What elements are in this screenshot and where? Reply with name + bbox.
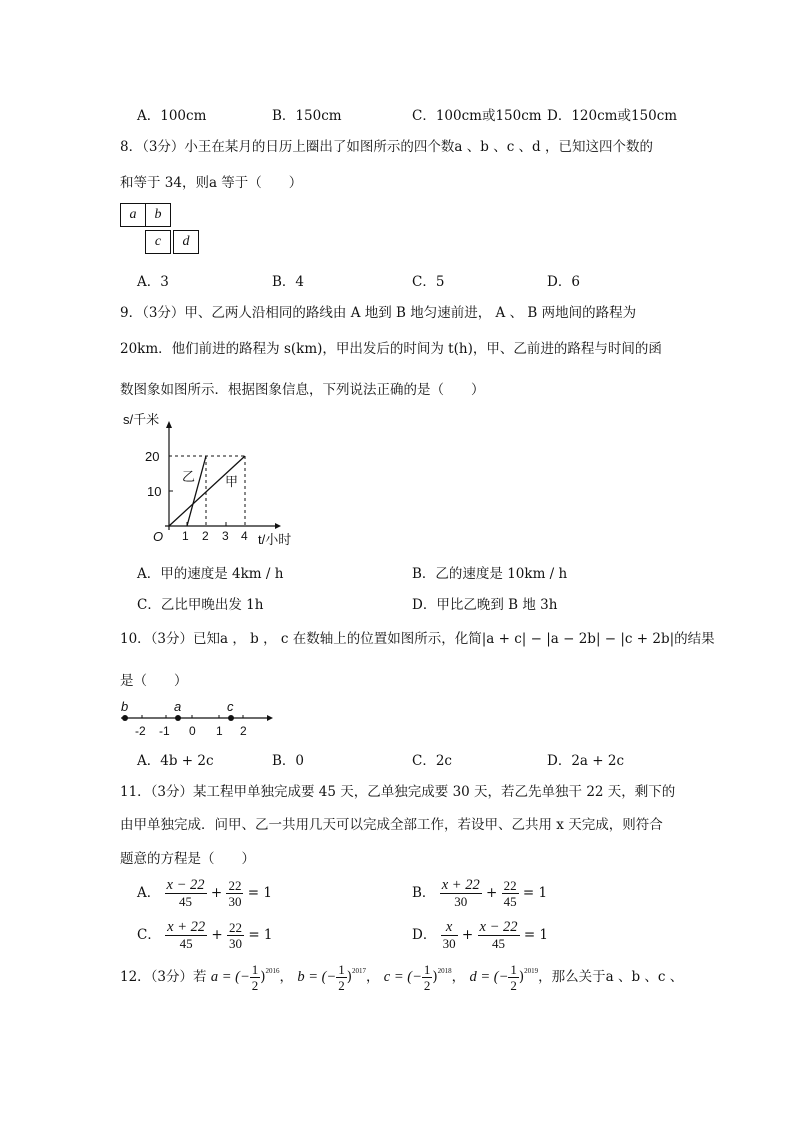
q8-option-c[interactable]: C．5 xyxy=(412,274,445,290)
q12-term-d: d = (− xyxy=(469,969,509,985)
y-tick-label-20: 20 xyxy=(145,449,160,464)
y-axis-label: s/千米 xyxy=(123,412,160,427)
numerator: 22 xyxy=(228,878,242,893)
denominator: 2 xyxy=(251,978,259,993)
denominator: 2 xyxy=(338,978,345,993)
numerator: x xyxy=(441,920,458,936)
point-a xyxy=(175,715,181,721)
q10-number-line xyxy=(115,698,280,740)
fraction xyxy=(502,878,519,909)
point-c xyxy=(228,715,234,721)
separator: ， xyxy=(451,969,466,985)
numerator: 1 xyxy=(251,962,259,977)
numerator: x − 22 xyxy=(166,877,205,893)
x-tick-label-2: 2 xyxy=(202,529,209,543)
q10-text-line2: 是（ ） xyxy=(120,673,188,689)
label-b: b xyxy=(121,699,129,714)
fraction xyxy=(165,878,207,909)
operator: + xyxy=(461,927,474,943)
q10-option-d[interactable]: D．2a + 2c xyxy=(547,753,625,769)
x-tick-label-3: 3 xyxy=(222,529,229,543)
q8-option-a[interactable]: A．3 xyxy=(137,274,169,290)
numerator: x − 22 xyxy=(479,919,518,935)
x-axis-label: t/小时 xyxy=(258,532,292,547)
separator: ， xyxy=(366,969,380,985)
x-axis-arrow-icon xyxy=(275,523,281,529)
label-a: a xyxy=(174,699,182,714)
denominator: 30 xyxy=(442,936,456,951)
question-12: 12．（3分）若 a = (− $\frac{1}{2}$ )$^{2016}$， b = (− $\frac{1}{2}$ )$^{2017}$， c = (− $\frac{1}{2}$ )$^{2018}$， d = (− $\frac{1}{2}$ )$^{2019}$，那么关于a 、b 、c 、 xyxy=(120,962,684,993)
equation-rhs: = 1 xyxy=(522,885,548,901)
x-tick-label-1: 1 xyxy=(182,529,189,543)
fraction xyxy=(227,920,244,951)
q12-term-b: b = (− xyxy=(297,969,337,985)
q9-text-line2: 20km．他们前进的路程为 s(km)，甲出发后的时间为 t(h)，甲、乙前进的路程与时间的函 xyxy=(120,341,662,357)
q11-text-line2: 由甲单独完成．问甲、乙一共用几天可以完成全部工作，若设甲、乙共用 x 天完成，则符合 xyxy=(120,817,663,833)
number-line-arrow-icon xyxy=(267,715,273,721)
fraction-half xyxy=(250,962,261,993)
q7-option-a[interactable]: A．100cm xyxy=(137,108,207,124)
tick-label-neg2: -2 xyxy=(135,724,146,738)
origin-label: O xyxy=(153,529,164,544)
numerator: 1 xyxy=(423,962,431,977)
q11-text-line1: 11．（3分）某工程甲单独完成要 45 天，乙单独完成要 30 天，若乙先单独干 22 天，剩下的 xyxy=(120,784,676,800)
denominator: 45 xyxy=(179,936,193,951)
label-c: c xyxy=(227,699,234,714)
numerator: x + 22 xyxy=(441,877,480,893)
q8-option-d[interactable]: D．6 xyxy=(547,274,580,290)
q7-option-d[interactable]: D．120cm或150cm xyxy=(547,108,678,124)
denominator: 45 xyxy=(503,894,517,909)
operator: + xyxy=(486,885,498,901)
q11-option-a[interactable] xyxy=(137,878,272,909)
q7-option-c[interactable]: C．100cm或150cm xyxy=(412,108,542,124)
q9-distance-time-graph xyxy=(115,408,315,550)
q10-text-line1: 10．（3分）已知a ， b ， c 在数轴上的位置如图所示，化简|a + c| − |a − 2b| − |c + 2b|的结果 xyxy=(120,631,715,647)
denominator: 45 xyxy=(179,894,193,909)
q12-prefix: 12．（3分）若 xyxy=(120,969,207,985)
fraction xyxy=(440,878,482,909)
operator: + xyxy=(211,927,223,943)
grid-cell-b: b xyxy=(145,203,171,227)
denominator: 45 xyxy=(492,936,506,951)
tick-label-neg1: -1 xyxy=(159,724,170,738)
y-tick-label-10: 10 xyxy=(147,484,162,499)
q9-text-line1: 9．（3分）甲、乙两人沿相同的路线由 A 地到 B 地匀速前进， A 、 B 两地间的路程为 xyxy=(120,305,637,321)
q9-option-d[interactable]: D．甲比乙晚到 B 地 3h xyxy=(412,597,558,613)
q10-option-a[interactable]: A．4b + 2c xyxy=(137,753,214,769)
point-b xyxy=(122,715,128,721)
x-tick-label-4: 4 xyxy=(241,529,248,543)
denominator: 2 xyxy=(510,978,517,993)
equation-rhs: = 1 xyxy=(247,885,272,901)
q9-option-a[interactable]: A．甲的速度是 4km / h xyxy=(137,566,284,582)
option-label: A． xyxy=(137,885,161,901)
tick-label-1: 1 xyxy=(216,724,223,738)
separator: ， xyxy=(279,969,294,985)
q9-option-c[interactable]: C．乙比甲晚出发 1h xyxy=(137,597,264,613)
equation-rhs: = 1 xyxy=(248,927,273,943)
q12-term-c: c = (− xyxy=(383,969,422,985)
q12-suffix: ，那么关于a 、b 、c 、 xyxy=(538,969,684,985)
fraction xyxy=(165,920,207,951)
label-jia: 甲 xyxy=(225,474,239,489)
fraction-half xyxy=(422,962,433,993)
q11-option-b[interactable] xyxy=(412,878,547,909)
option-label: C． xyxy=(137,927,161,943)
option-label: D． xyxy=(412,927,437,943)
exponent: 2018 xyxy=(437,967,452,975)
exponent: 2017 xyxy=(352,967,366,975)
tick-label-0: 0 xyxy=(189,724,196,738)
q9-text-line3: 数图象如图所示．根据图象信息，下列说法正确的是（ ） xyxy=(120,382,485,398)
q9-option-b[interactable]: B．乙的速度是 10km / h xyxy=(412,566,568,582)
fraction xyxy=(226,878,243,909)
q12-term-a: a = (− xyxy=(210,969,250,985)
denominator: 30 xyxy=(228,894,242,909)
exponent: 2016 xyxy=(265,967,280,975)
fraction xyxy=(441,920,458,951)
q8-text-line2: 和等于 34，则a 等于（ ） xyxy=(120,175,303,191)
denominator: 30 xyxy=(229,936,243,951)
numerator: 1 xyxy=(510,962,517,977)
equation-rhs: = 1 xyxy=(523,927,549,943)
q10-option-c[interactable]: C．2c xyxy=(412,753,452,769)
fraction-half xyxy=(336,962,347,993)
grid-cell-d: d xyxy=(173,230,199,254)
q11-text-line3: 题意的方程是（ ） xyxy=(120,851,255,867)
grid-cell-c: c xyxy=(145,230,171,254)
label-yi: 乙 xyxy=(182,469,196,484)
numerator: 22 xyxy=(503,878,517,893)
line-jia xyxy=(169,456,245,526)
fraction xyxy=(478,920,520,951)
numerator: 22 xyxy=(229,920,243,935)
tick-label-2: 2 xyxy=(240,724,247,738)
denominator: 30 xyxy=(454,894,468,909)
y-axis-arrow-icon xyxy=(166,421,172,428)
line-yi xyxy=(187,456,206,526)
q8-text-line1: 8．（3分）小王在某月的日历上圈出了如图所示的四个数a 、b 、c 、d ，已知这四个数的 xyxy=(120,139,653,155)
numerator: x + 22 xyxy=(167,919,206,935)
option-label: B． xyxy=(412,885,436,901)
operator: + xyxy=(210,885,223,901)
grid-cell-a: a xyxy=(120,203,146,227)
denominator: 2 xyxy=(423,978,431,993)
q11-option-d[interactable] xyxy=(412,920,548,951)
numerator: 1 xyxy=(338,962,345,977)
q7-option-b[interactable]: B．150cm xyxy=(272,108,342,124)
fraction-half xyxy=(508,962,519,993)
q10-option-b[interactable]: B．0 xyxy=(272,753,305,769)
q11-option-c[interactable] xyxy=(137,920,273,951)
exponent: 2019 xyxy=(524,967,539,975)
q8-option-b[interactable]: B．4 xyxy=(272,274,305,290)
